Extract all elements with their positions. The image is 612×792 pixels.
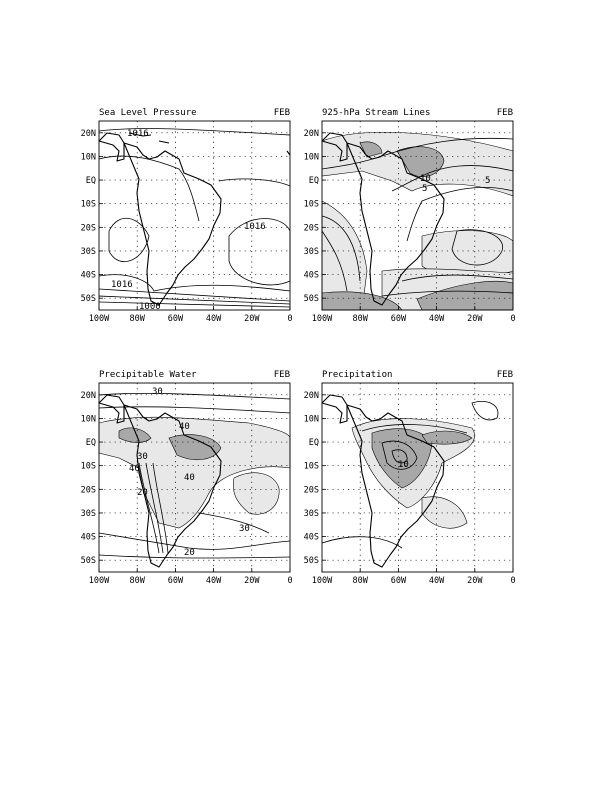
pwat-contour	[199, 513, 269, 533]
latitude-tick-label: 30S	[80, 508, 96, 519]
longitude-tick-label: 80W	[352, 576, 368, 586]
longitude-tick-label: 80W	[352, 314, 368, 324]
panel-month: FEB	[496, 108, 513, 118]
pwat-shading-light	[233, 473, 279, 514]
contour-label: 40	[129, 464, 140, 474]
contour-label: 30	[239, 524, 250, 534]
contour-label: 20	[137, 488, 148, 498]
contour-label: 20	[184, 548, 195, 558]
latitude-tick-label: 20S	[303, 223, 319, 234]
latitude-tick-label: EQ	[85, 176, 96, 187]
longitude-tick-label: 60W	[167, 576, 184, 586]
longitude-tick-label: 80W	[129, 314, 145, 324]
latitude-tick-label: 40S	[303, 270, 319, 281]
panel-title: Sea Level Pressure	[99, 108, 197, 118]
longitude-labels	[89, 568, 293, 586]
longitude-tick-label: 20W	[467, 314, 483, 324]
panel-month: FEB	[496, 370, 513, 380]
contour-label: 1016	[111, 280, 133, 290]
latitude-tick-label: 10S	[303, 199, 319, 210]
longitude-tick-label: 40W	[205, 576, 222, 586]
longitude-tick-label: 40W	[428, 314, 445, 324]
panel-precipitable-water	[81, 370, 293, 586]
latitude-tick-label: 30S	[303, 246, 319, 257]
latitude-tick-label: 10N	[303, 414, 319, 425]
longitude-tick-label: 0	[287, 314, 293, 324]
latitude-tick-label: EQ	[308, 438, 319, 449]
panel-month: FEB	[273, 370, 290, 380]
longitude-tick-label: 20W	[244, 314, 260, 324]
longitude-tick-label: 100W	[88, 576, 110, 586]
panel-sea-level-pressure	[81, 108, 293, 324]
latitude-tick-label: 20S	[80, 485, 96, 496]
pwat-contour	[99, 407, 290, 413]
latitude-tick-label: 20S	[80, 223, 96, 234]
latitude-tick-label: 40S	[303, 532, 319, 543]
latitude-tick-label: 20N	[303, 128, 319, 139]
map-plot-area	[304, 383, 516, 586]
map-plot-area	[304, 121, 516, 324]
latitude-tick-label: 50S	[80, 556, 96, 567]
latitude-tick-label: 10S	[303, 461, 319, 472]
latitude-tick-label: 40S	[80, 270, 96, 281]
contour-label: 40	[184, 473, 195, 483]
contour-label: 5	[422, 184, 428, 194]
longitude-tick-label: 20W	[244, 576, 260, 586]
latitude-tick-label: 50S	[80, 294, 96, 305]
longitude-tick-label: 0	[510, 576, 516, 586]
isobar	[99, 289, 290, 301]
latitude-labels	[81, 129, 103, 304]
latitude-tick-label: 10N	[303, 152, 319, 163]
longitude-tick-label: 20W	[467, 576, 483, 586]
latitude-tick-label: 40S	[80, 532, 96, 543]
latitude-tick-label: 30S	[80, 246, 96, 257]
longitude-tick-label: 100W	[88, 314, 110, 324]
longitude-tick-label: 0	[287, 576, 293, 586]
africa-coastline	[287, 151, 290, 155]
longitude-tick-label: 100W	[311, 576, 333, 586]
panel-month: FEB	[273, 108, 290, 118]
latitude-tick-label: 20N	[80, 128, 96, 139]
longitude-labels	[89, 306, 293, 324]
latitude-labels	[304, 391, 326, 566]
latitude-tick-label: 10N	[80, 414, 96, 425]
latitude-tick-label: 10S	[80, 199, 96, 210]
precip-contour	[472, 401, 498, 419]
latitude-tick-label: EQ	[308, 176, 319, 187]
latitude-tick-label: 30S	[303, 508, 319, 519]
latitude-tick-label: 10S	[80, 461, 96, 472]
contour-label: 30	[152, 387, 163, 397]
isobar	[219, 179, 290, 186]
south-america-coastline	[124, 143, 221, 305]
longitude-labels	[312, 568, 516, 586]
map-plot-area	[81, 383, 293, 586]
contour-label: 1016	[244, 222, 266, 232]
contour-label: 40	[179, 422, 190, 432]
panel-925hpa-stream-lines	[304, 108, 516, 324]
longitude-tick-label: 0	[510, 314, 516, 324]
latitude-tick-label: 50S	[303, 556, 319, 567]
latitude-labels	[81, 391, 103, 566]
isobar	[99, 156, 199, 221]
longitude-tick-label: 40W	[428, 576, 445, 586]
precip-contour	[322, 537, 402, 548]
longitude-tick-label: 100W	[311, 314, 333, 324]
pwat-contour	[99, 533, 290, 549]
longitude-tick-label: 60W	[167, 314, 184, 324]
contour-label: 1016	[127, 129, 149, 139]
latitude-tick-label: 10N	[80, 152, 96, 163]
map-plot-area	[81, 121, 293, 324]
contour-label: 10	[398, 460, 409, 470]
longitude-tick-label: 60W	[390, 314, 407, 324]
contour-label: 10	[420, 174, 431, 184]
latitude-tick-label: 20S	[303, 485, 319, 496]
panel-title: Precipitation	[322, 370, 393, 380]
longitude-tick-label: 80W	[129, 576, 145, 586]
panel-precipitation	[304, 370, 516, 586]
panel-title: 925-hPa Stream Lines	[322, 108, 431, 118]
panel-title: Precipitable Water	[99, 370, 197, 380]
latitude-tick-label: 20N	[80, 390, 96, 401]
precip-shading-light	[422, 497, 467, 528]
latitude-tick-label: 50S	[303, 294, 319, 305]
latitude-tick-label: EQ	[85, 438, 96, 449]
pwat-contour	[99, 393, 290, 399]
contour-label: 1000	[139, 302, 161, 312]
contour-label: 30	[137, 452, 148, 462]
longitude-tick-label: 40W	[205, 314, 222, 324]
latitude-tick-label: 20N	[303, 390, 319, 401]
contour-label: 5	[485, 176, 491, 186]
longitude-tick-label: 60W	[390, 576, 407, 586]
